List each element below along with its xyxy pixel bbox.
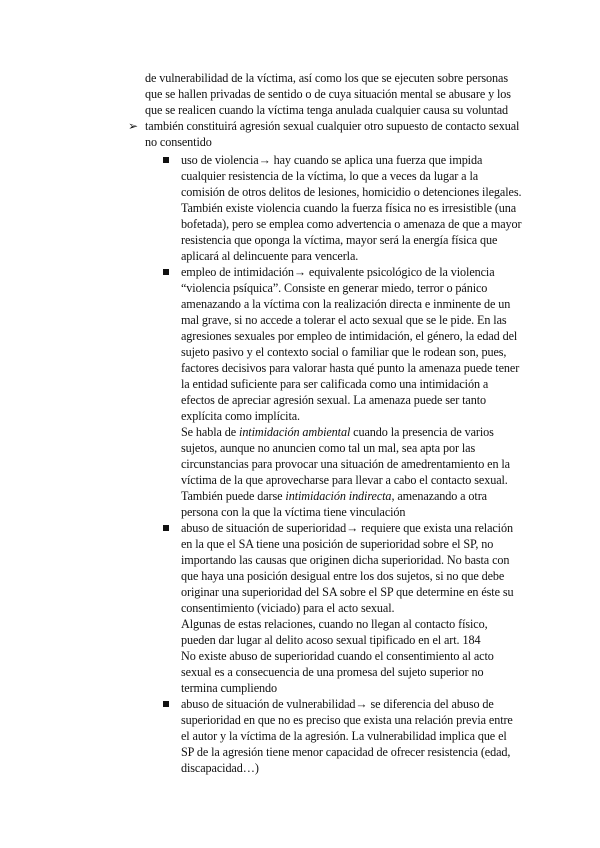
intimidacion-line-9: efectos de apreciar agresión sexual. La amenaza puede ser tanto (181, 393, 486, 407)
superioridad-line-6: consentimiento (viciado) para el acto sexual. (181, 601, 395, 615)
emphasis-ambiental: intimidación ambiental (239, 425, 351, 439)
vulnerabilidad-line-2: superioridad en que no es preciso que exista una relación previa entre (181, 713, 513, 727)
square-bullet-icon (163, 525, 169, 531)
square-bullet-icon (163, 269, 169, 275)
violencia-line-6: resistencia que oponga la víctima, mayor será la energía física que (181, 233, 498, 247)
intro-line-3: que se realicen cuando la víctima tenga anulada cualquier causa su voluntad (145, 103, 509, 117)
intimidacion-line-1: empleo de intimidación→ equivalente psicológico de la violencia (181, 265, 495, 279)
intimidacion-line-3: amenazando a la víctima con la realización directa e inminente de un (181, 297, 511, 311)
ambiental-line-3: circunstancias para provocar una situación de amedrentamiento en la (181, 457, 510, 471)
violencia-line-2: cualquier resistencia de la víctima, lo que a veces da lugar a la (181, 169, 479, 183)
vulnerabilidad-line-4: SP de la agresión tiene menor capacidad de ofrecer resistencia (edad, (181, 745, 511, 759)
superioridad-line-5: originar una superioridad del SA sobre el SP que determine en éste su (181, 585, 514, 599)
arrow-bullet-icon: ➢ (128, 119, 139, 133)
indirecta-line-1: También puede darse intimidación indirecta, amenazando a otra (181, 489, 487, 503)
vulnerabilidad-line-3: el autor y la víctima de la agresión. La vulnerabilidad implica que el (181, 729, 507, 743)
superioridad-line-10: sexual es a consecuencia de una promesa del sujeto superior no (181, 665, 484, 679)
vulnerabilidad-line-1: abuso de situación de vulnerabilidad→ se diferencia del abuso de (181, 697, 494, 711)
ambiental-line-2: sujetos, aunque no anuncien como tal un mal, sea apta por las (181, 441, 476, 455)
intimidacion-line-8: la entidad suficiente para ser calificada como una intimidación a (181, 377, 489, 391)
intimidacion-line-5: agresiones sexuales por empleo de intimidación, el género, la edad del (181, 329, 518, 343)
emphasis-indirecta: intimidación indirecta (285, 489, 392, 503)
intimidacion-line-4: mal grave, si no accede a tolerar el acto sexual que se le pide. En las (181, 313, 507, 327)
superioridad-line-3: importando las causas que originen dicha superioridad. No basta con (181, 553, 510, 567)
intro-line-2: que se hallen privadas de sentido o de cuya situación mental se abusare y los (145, 87, 511, 101)
superioridad-line-9: No existe abuso de superioridad cuando el consentimiento al acto (181, 649, 494, 663)
superioridad-line-2: en la que el SA tiene una posición de superioridad sobre el SP, no (181, 537, 494, 551)
violencia-line-3: comisión de otros delitos de lesiones, homicidio o detenciones ilegales. (181, 185, 522, 199)
intimidacion-line-6: sujeto pasivo y el contexto social o familiar que le rodean son, pues, (181, 345, 507, 359)
intro-line-1: de vulnerabilidad de la víctima, así como los que se ejecuten sobre personas (145, 71, 508, 85)
square-bullet-icon (163, 157, 169, 163)
intimidacion-line-7: factores decisivos para valorar hasta qué punto la amenaza puede tener (181, 361, 520, 375)
intimidacion-line-2: “violencia psíquica”. Consiste en generar miedo, terror o pánico (181, 281, 488, 295)
superioridad-line-4: que haya una posición desigual entre los dos sujetos, si no que debe (181, 569, 505, 583)
square-bullet-icon (163, 701, 169, 707)
superioridad-line-7: Algunas de estas relaciones, cuando no llegan al contacto físico, (181, 617, 488, 631)
violencia-line-5: bofetada), pero se emplea como advertencia o amenaza de que a mayor (181, 217, 522, 231)
indirecta-line-2: persona con la que la víctima tiene vinculación (181, 505, 406, 519)
violencia-line-1: uso de violencia→ hay cuando se aplica una fuerza que impida (181, 153, 483, 167)
violencia-line-7: aplicará al delincuente para vencerla. (181, 249, 359, 263)
arrow-item-line-1: también constituirá agresión sexual cualquier otro supuesto de contacto sexual (145, 119, 520, 133)
ambiental-line-1: Se habla de intimidación ambiental cuando la presencia de varios (181, 425, 494, 439)
superioridad-line-8: pueden dar lugar al delito acoso sexual tipificado en el art. 184 (181, 633, 481, 647)
ambiental-line-4: víctima de la que aprovecharse para llevar a cabo el contacto sexual. (181, 473, 508, 487)
superioridad-line-11: termina cumpliendo (181, 681, 278, 695)
superioridad-line-1: abuso de situación de superioridad→ requiere que exista una relación (181, 521, 513, 535)
violencia-line-4: También existe violencia cuando la fuerza física no es irresistible (una (181, 201, 517, 215)
arrow-item-line-2: no consentido (145, 135, 212, 149)
intimidacion-line-10: explícita como implícita. (181, 409, 301, 423)
vulnerabilidad-line-5: discapacidad…) (181, 761, 259, 775)
